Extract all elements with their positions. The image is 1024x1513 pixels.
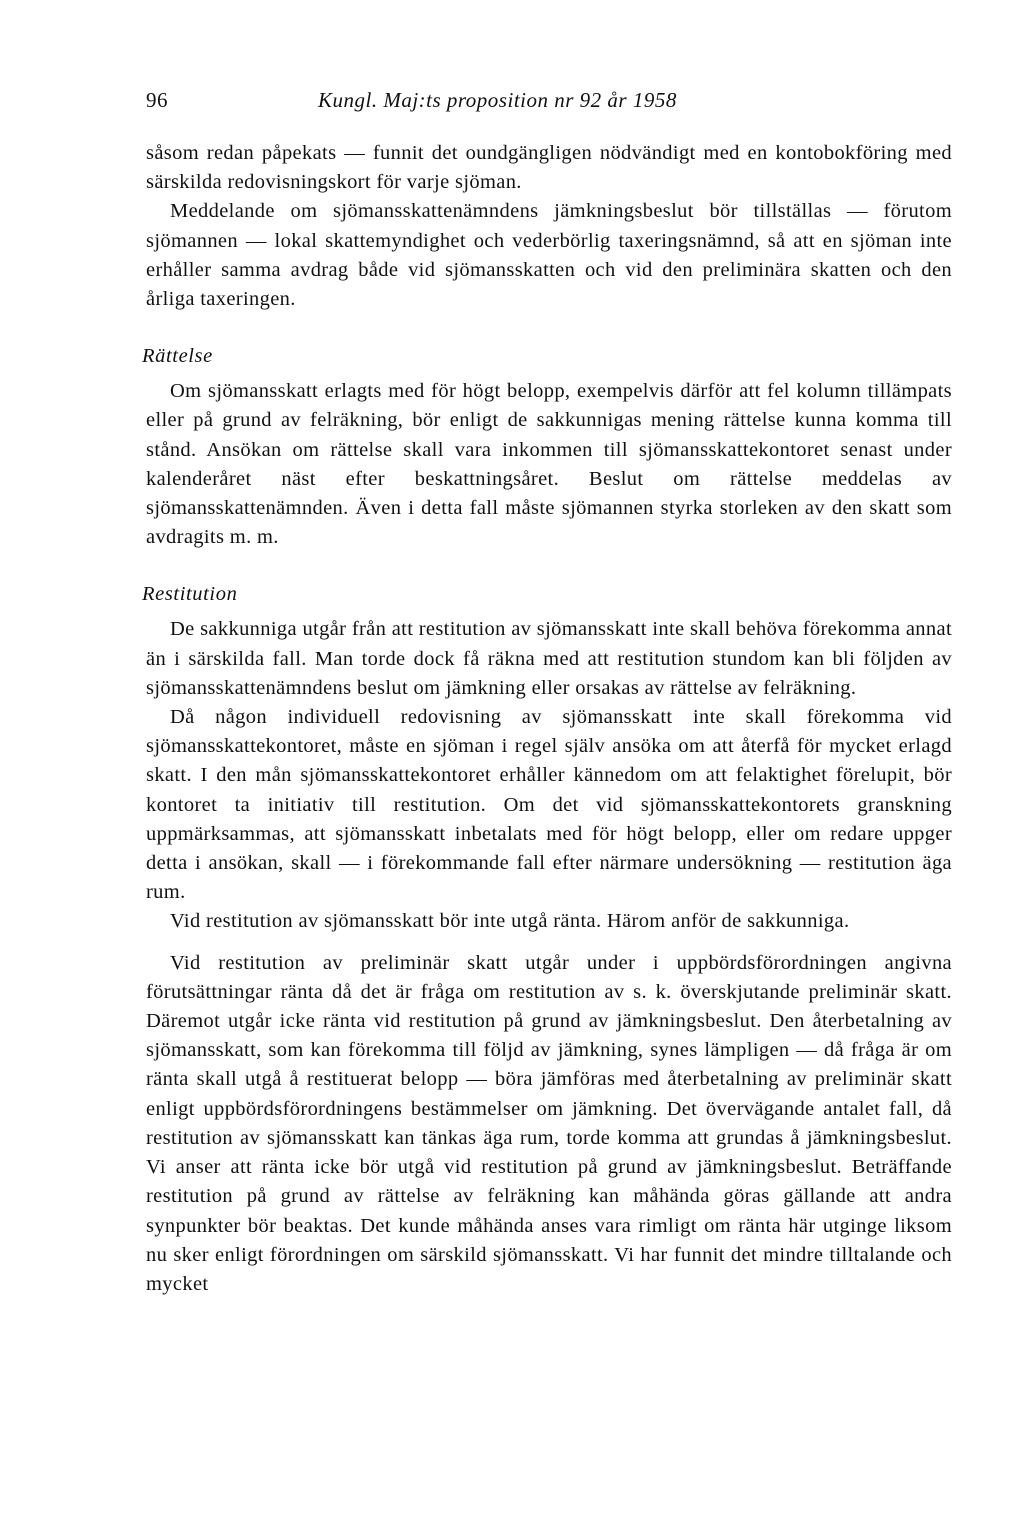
paragraph-restitution-quote: Vid restitution av preliminär skatt utgår under i uppbördsförordningen angivna förutsättningar ränta då det är fråga om restitution av s. k. överskjutande preliminär skatt. Däremot utgår icke ränta vid restitution på grund av jämkningsbeslut. Den återbetalning av sjömansskatt, som kan förekomma till följd av jämkning, synes lämpligen — då fråga är om ränta skall utgå å restituerat belopp — böra jämföras med återbetalning av preliminär skatt enligt uppbördsförordningens bestämmelser om jämkning. Det övervägande antalet fall, då restitution av sjömansskatt kan tänkas äga rum, torde komma att grundas å jämkningsbeslut. Vi anser att ränta icke bör utgå vid restitution på grund av jämkningsbeslut. Beträffande restitution på grund av rättelse av felräkning kan måhända göras gällande att andra synpunkter bör beaktas. Det kunde måhända anses vara rimligt om ränta här utginge liksom nu sker enligt förordningen om särskild sjömansskatt. Vi har funnit det mindre tilltalande och mycket: [146, 951, 952, 1295]
page-header: [146, 88, 952, 113]
running-title: Kungl. Maj:ts proposition nr 92 år 1958: [318, 88, 677, 112]
paragraph-intro-2: Meddelande om sjömansskattenämndens jämkningsbeslut bör tillställas — förutom sjömannen — lokal skattemyndighet och vederbörlig taxeringsnämnd, så att en sjöman inte erhåller samma avdrag både vid sjömansskatten och vid den preliminära skatten och den årliga taxeringen.: [146, 200, 952, 311]
paragraph-restitution-1: De sakkunniga utgår från att restitution av sjömansskatt inte skall behöva förekomma annat än i särskilda fall. Man torde dock få räkna med att restitution stundom kan bli följden av sjömansskattenämndens beslut om jämkning eller orsakas av rättelse av felräkning.: [146, 618, 952, 699]
spacer: [146, 937, 952, 949]
document-page: [142, 88, 952, 1299]
section-heading-restitution: Restitution: [142, 583, 238, 606]
paragraph-restitution-3: Vid restitution av sjömansskatt bör inte utgå ränta. Härom anför de sakkunniga.: [170, 910, 850, 933]
section-heading-rattelse: Rättelse: [142, 345, 213, 368]
paragraph-restitution-2: Då någon individuell redovisning av sjömansskatt inte skall förekomma vid sjömansskattekontoret, måste en sjöman i regel själv ansöka om att återfå för mycket erlagd skatt. I den mån sjömansskattekontoret erhåller kännedom om att felaktighet förelupit, bör kontoret ta initiativ till restitution. Om det vid sjömansskattekontorets granskning uppmärksammas, att sjömansskatt inbetalats med för högt belopp, eller om redare uppger detta i ansökan, skall — i förekommande fall efter närmare undersökning — restitution äga rum.: [146, 706, 952, 904]
paragraph-intro-1: såsom redan påpekats — funnit det oundgängligen nödvändigt med en kontobokföring med särskilda redovisningskort för varje sjöman.: [146, 142, 952, 194]
paragraph-rattelse-1: Om sjömansskatt erlagts med för högt belopp, exempelvis därför att fel kolumn tillämpats eller på grund av felräkning, bör enligt de sakkunnigas mening rättelse kunna komma till stånd. Ansökan om rättelse skall vara inkommen till sjömansskattekontoret senast under kalenderåret näst efter beskattningsåret. Beslut om rättelse meddelas av sjömansskattenämnden. Även i detta fall måste sjömannen styrka storleken av den skatt som avdragits m. m.: [146, 380, 952, 549]
page-number: 96: [146, 88, 168, 112]
